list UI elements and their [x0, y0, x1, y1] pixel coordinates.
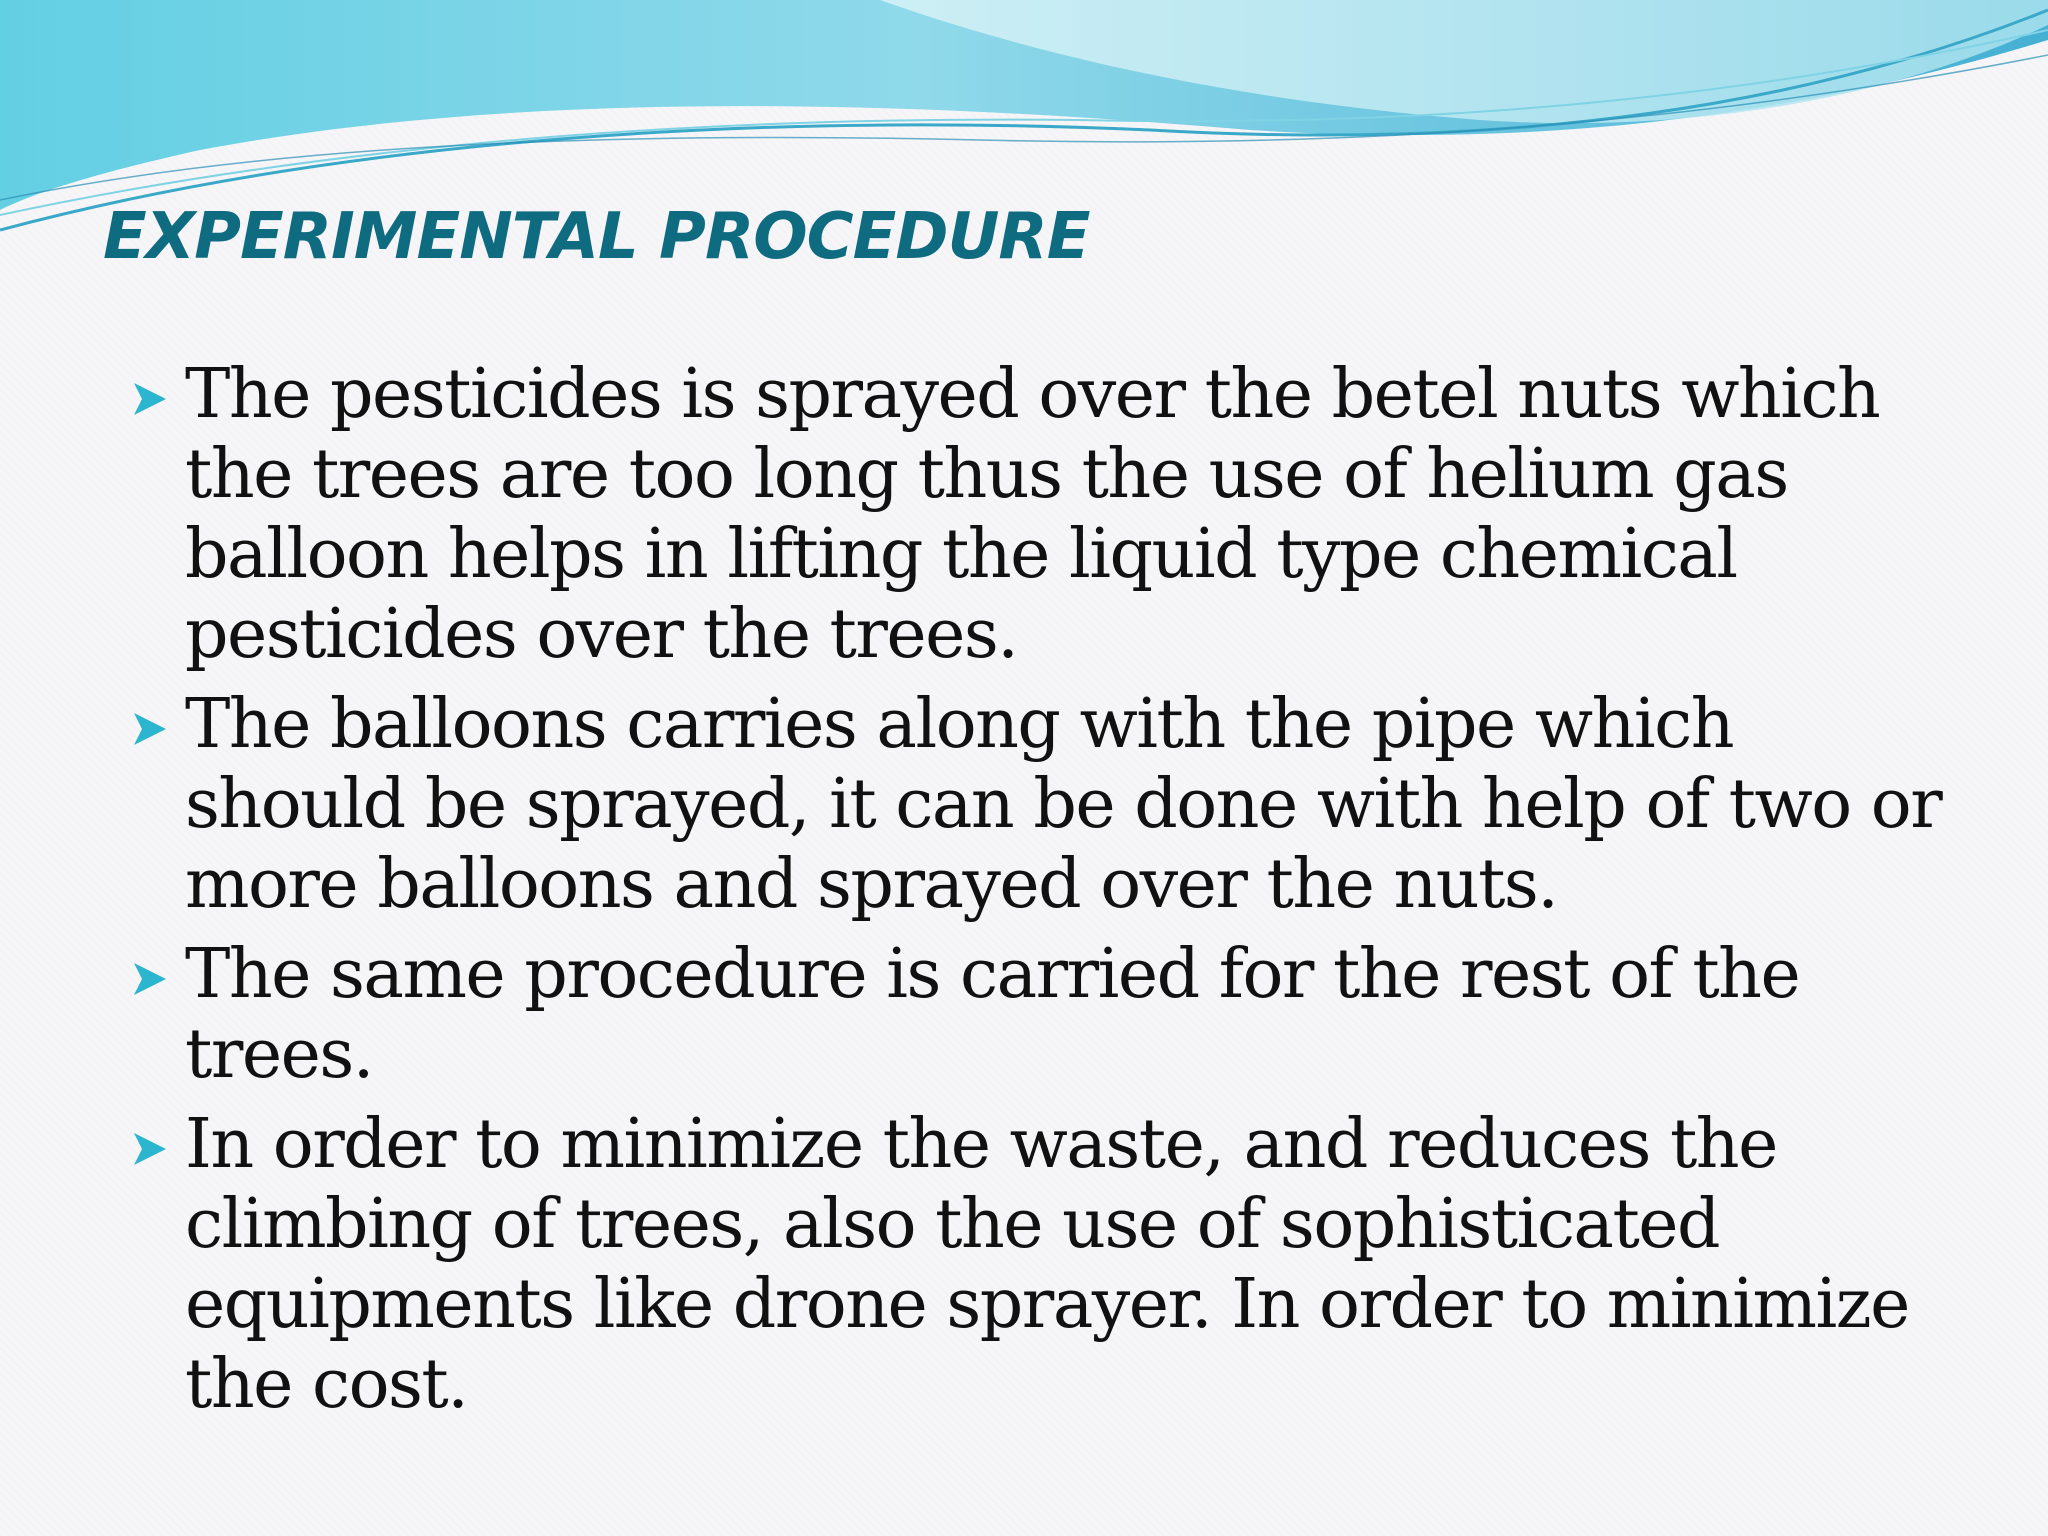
bullet-item: [130, 685, 1950, 925]
bullet-text: The same procedure is carried for the rest of the trees.: [185, 935, 1800, 1094]
bullet-item: [130, 935, 1950, 1095]
arrowhead-bullet-icon: [130, 709, 170, 749]
bullet-text: The pesticides is sprayed over the betel nuts which the trees are too long thus the use of helium gas balloon helps in lifting the liquid type chemical pesticides over the trees.: [185, 355, 1880, 674]
bullet-item: [130, 1105, 1950, 1425]
arrowhead-bullet-icon: [130, 379, 170, 419]
bullet-text: In order to minimize the waste, and reduces the climbing of trees, also the use of sophisticated equipments like drone sprayer. In order to minimize the cost.: [185, 1105, 1909, 1424]
bullet-list: [130, 355, 1950, 1435]
slide-title: EXPERIMENTAL PROCEDURE: [103, 200, 1090, 274]
bullet-item: [130, 355, 1950, 675]
arrowhead-bullet-icon: [130, 1129, 170, 1169]
bullet-text: The balloons carries along with the pipe which should be sprayed, it can be done with help of two or more balloons and sprayed over the nuts.: [185, 685, 1942, 924]
arrowhead-bullet-icon: [130, 959, 170, 999]
